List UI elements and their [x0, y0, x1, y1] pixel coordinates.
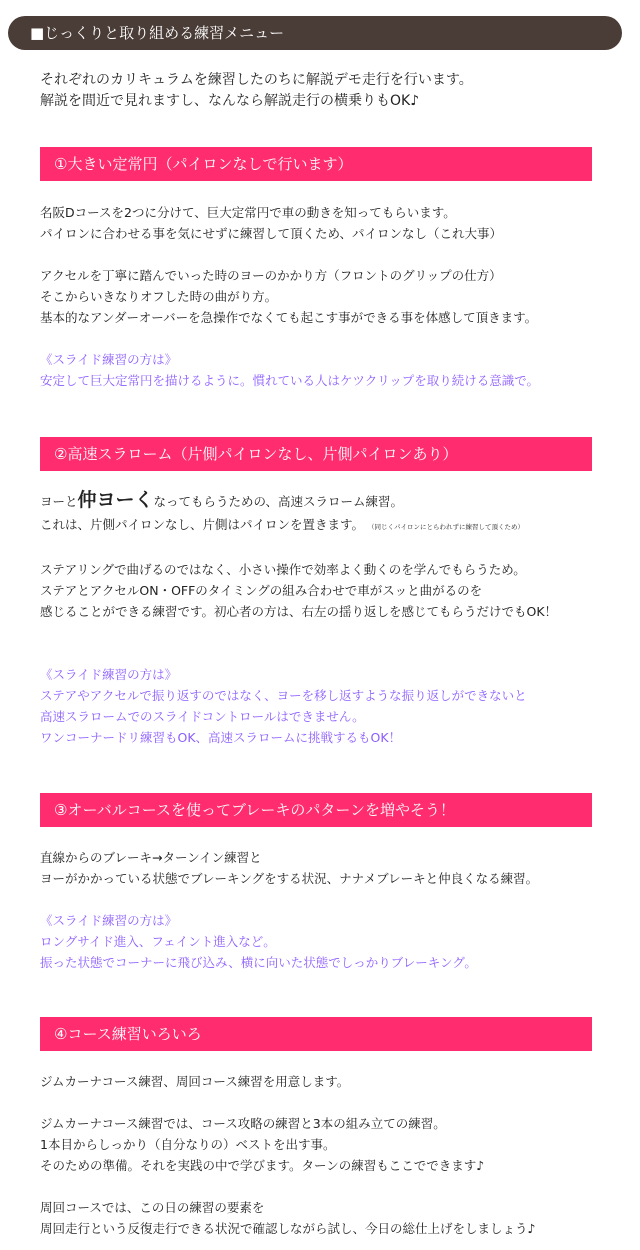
section-1-body	[40, 202, 539, 391]
text-line: ステアリングで曲げるのではなく、小さい操作で効率よく動くのを学んでもらうため。	[40, 562, 526, 577]
text-line: 周回コースでは、この日の練習の要素を	[40, 1200, 265, 1215]
spacer	[40, 1176, 535, 1197]
spacer	[40, 244, 539, 265]
section-4-body	[40, 1071, 535, 1239]
text-line: そこからいきなりオフした時の曲がり方。	[40, 289, 278, 304]
section-3-body	[40, 847, 538, 973]
section-3-title: ③オーバルコースを使ってブレーキのパターンを増やそう！	[40, 793, 592, 827]
slide-text: ロングサイド進入、フェイント進入など。	[40, 934, 276, 949]
text-line: 感じることができる練習です。初心者の方は、右左の揺り返しを感じてもらうだけでもOK！	[40, 604, 558, 619]
slide-heading: 《スライド練習の方は》	[40, 913, 178, 928]
spacer	[40, 1092, 535, 1113]
slide-text: 高速スラロームでのスライドコントロールはできません。	[40, 709, 365, 724]
slide-text: ステアやアクセルで振り返すのではなく、ヨーを移し返すような振り返しができないと	[40, 688, 527, 703]
slide-heading: 《スライド練習の方は》	[40, 667, 178, 682]
slide-heading: 《スライド練習の方は》	[40, 352, 178, 367]
intro-line: 解説を間近で見れますし、なんなら解説走行の横乗りもOK♪	[40, 93, 420, 109]
text-line: アクセルを丁寧に踏んでいった時のヨーのかかり方（フロントのグリップの仕方）	[40, 268, 502, 283]
section-2-title: ②高速スラローム（片側パイロンなし、片側パイロンあり）	[40, 437, 592, 471]
text-fragment: なってもらうための、高速スラローム練習。	[153, 494, 404, 509]
text-fragment: ヨーと	[40, 494, 78, 509]
text-line	[40, 514, 557, 538]
slide-text: 振った状態でコーナーに飛び込み、横に向いた状態でしっかりブレーキング。	[40, 955, 477, 970]
intro-line: それぞれのカリキュラムを練習したのちに解説デモ走行を行います。	[40, 72, 473, 88]
text-line: ジムカーナコース練習では、コース攻略の練習と3本の組み立ての練習。	[40, 1116, 446, 1131]
text-line	[40, 488, 557, 514]
section-1-title: ①大きい定常円（パイロンなしで行います）	[40, 147, 592, 181]
intro-text	[40, 70, 473, 112]
page-header: ■じっくりと取り組める練習メニュー	[8, 16, 622, 50]
section-4-title: ④コース練習いろいろ	[40, 1017, 592, 1051]
note-text: （同じくパイロンにとらわれずに練習して頂くため）	[368, 523, 524, 531]
spacer	[40, 643, 557, 664]
text-line: 周回走行という反復走行できる状況で確認しながら試し、今日の総仕上げをしましょう♪	[40, 1221, 536, 1236]
text-line: そのための準備。それを実践の中で学びます。ターンの練習もここでできます♪	[40, 1158, 485, 1173]
text-line: ジムカーナコース練習、周回コース練習を用意します。	[40, 1074, 350, 1089]
text-line: 1本目からしっかり（自分なりの）ベストを出す事。	[40, 1137, 336, 1152]
emphasis-text: 仲ヨーく	[77, 489, 154, 511]
slide-text: ワンコーナードリ練習もOK、高速スラロームに挑戦するもOK！	[40, 730, 402, 745]
spacer	[40, 889, 538, 910]
text-line: ステアとアクセルON・OFFのタイミングの組み合わせで車がスッと曲がるのを	[40, 583, 483, 598]
spacer	[40, 538, 557, 559]
text-fragment: これは、片側パイロンなし、片側はパイロンを置きます。	[40, 517, 365, 532]
section-2-body	[40, 488, 557, 748]
text-line: 直線からのブレーキ→ターンイン練習と	[40, 850, 262, 865]
text-line: パイロンに合わせる事を気にせずに練習して頂くため、パイロンなし（これ大事）	[40, 226, 503, 241]
spacer	[40, 328, 539, 349]
spacer	[40, 622, 557, 643]
text-line: 基本的なアンダーオーバーを急操作でなくても起こす事ができる事を体感して頂きます。	[40, 310, 538, 325]
text-line: ヨーがかかっている状態でブレーキングをする状況、ナナメブレーキと仲良くなる練習。	[40, 871, 539, 886]
slide-text: 安定して巨大定常円を描けるように。慣れている人はケツクリップを取り続ける意識で。	[40, 373, 540, 388]
text-line: 名阪Dコースを2つに分けて、巨大定常円で車の動きを知ってもらいます。	[40, 205, 456, 220]
